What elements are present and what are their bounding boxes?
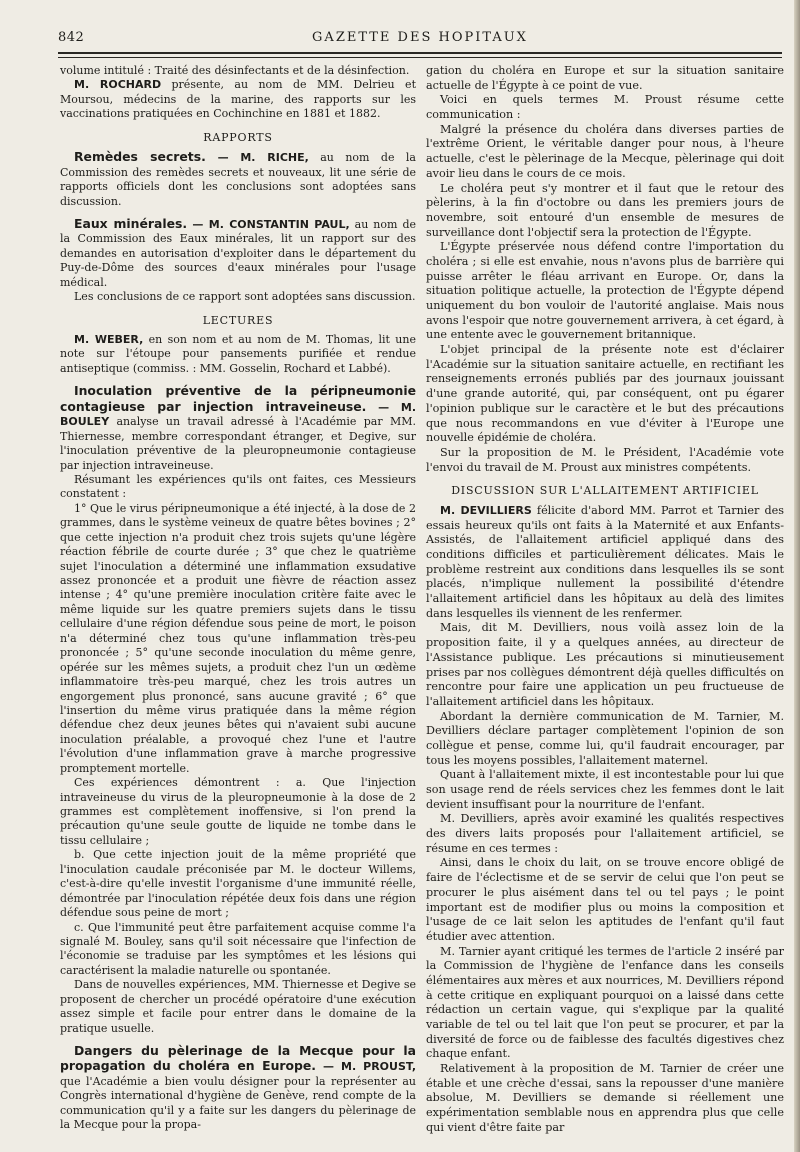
paragraph: L'Égypte préservée nous défend contre l'importation du choléra ; si elle est envahie, nous n'avons plus de barrière qui puisse arrêter le fléau arrivant en Europe. Or, dans la situation politique actuelle, la protection de l'Égypte dépend uniquement du bon vouloir de l'autorité anglaise. Mais nous avons l'espoir que notre gouvernement arrivera, à cet égard, à une entente avec le gouvernement britannique. xyxy=(426,240,784,342)
paragraph xyxy=(60,384,416,473)
paragraph-text: que l'Académie a bien voulu désigner pour la représenter au Congrès international d'hygiène de Genève, rend compte de la communication qu'il y a faite sur les dangers du pèlerinage de la Mecque pour la propa- xyxy=(60,1074,416,1132)
header-rule-thin xyxy=(58,57,782,58)
speaker-name: — M. PROUST, xyxy=(316,1060,416,1074)
paragraph: Ainsi, dans le choix du lait, on se trouve encore obligé de faire de l'éclectisme et de se servir de celui que l'on peut se procurer le plus aisément dans tel ou tel pays ; le point important est de modifier plus ou moins la composition et l'usage de ce lait selon les aptitudes de l'enfant qu'il faut étudier avec attention. xyxy=(426,856,784,943)
journal-title: GAZETTE DES HOPITAUX xyxy=(312,30,528,45)
page-number: 842 xyxy=(58,30,85,45)
section-heading-rapports: RAPPORTS xyxy=(203,130,273,144)
speaker-name: — M. BOULEY xyxy=(60,400,416,429)
page-edge-shadow xyxy=(794,0,800,1152)
paragraph-text: au nom de la Commission des Eaux minérales, lit un rapport sur des demandes en autorisation d'exploiter dans le département du Puy-de-Dôme des sources d'eaux minérales pour l'usage médical. xyxy=(60,217,417,289)
paragraph-text: présente, au nom de MM. Delrieu et Moursou, médecins de la marine, des rapports sur les vaccinations pratiquées en Cochinchine en 1881 et 1882. xyxy=(60,78,416,121)
paragraph: Les conclusions de ce rapport sont adoptées sans discussion. xyxy=(74,290,416,304)
speaker-name: M. DEVILLIERS xyxy=(440,503,532,517)
paragraph: L'objet principal de la présente note est d'éclairer l'Académie sur la situation sanitaire actuelle, en rectifiant les renseignements erronés publiés par des journaux jouissant d'une grande autorité, qui, par conséquent, ont pu égarer l'opinion publique sur le caractère et le but des précautions que nous recommandons en vue d'éviter à l'Europe une nouvelle épidémie de choléra. xyxy=(426,343,784,445)
paragraph: gation du choléra en Europe et sur la situation sanitaire actuelle de l'Égypte à ce point de vue. xyxy=(426,64,784,92)
paragraph xyxy=(60,333,416,376)
paragraph xyxy=(60,217,416,290)
section-heading-lectures: LECTURES xyxy=(202,313,274,327)
paragraph: M. Tarnier ayant critiqué les termes de l'article 2 inséré par la Commission de l'hygiène de l'enfance dans les conseils élémentaires aux mères et aux nourrices, M. Devilliers répond à cette critique en expliquant pourquoi on a laissé dans cette rédaction un certain vague, qui s'explique par la qualité variable de tel ou tel lait que l'on peut se procurer, et par la diversité de force ou de faiblesse des facultés digestives chez chaque enfant. xyxy=(426,944,784,1061)
paragraph: c. Que l'immunité peut être parfaitement acquise comme l'a signalé M. Bouley, sans qu'il soit nécessaire que l'infection de l'économie se traduise par les symptômes et les lésions qui caractérisent la maladie naturelle ou spontanée. xyxy=(60,920,416,977)
paragraph xyxy=(426,504,784,622)
paragraph xyxy=(60,150,416,209)
paragraph: Voici en quels termes M. Proust résume cette communication : xyxy=(426,93,784,122)
right-column xyxy=(426,64,784,1136)
paragraph: Abordant la dernière communication de M. Tarnier, M. Devilliers déclare partager complètement l'opinion de son collègue et pense, comme lui, qu'il faudrait encourager, par tous les moyens possibles, l'allaitement maternel. xyxy=(426,709,784,767)
paragraph: Relativement à la proposition de M. Tarnier de créer une étable et une crèche d'essai, sans la repousser d'une manière absolue, M. Devilliers se demande si réellement une expérimentation semblable nous en apprendra plus que celle qui vient d'être faite par xyxy=(426,1062,784,1134)
speaker-name: M. WEBER, xyxy=(74,333,144,346)
paragraph xyxy=(60,78,416,121)
paragraph: Malgré la présence du choléra dans diverses parties de l'extrême Orient, le véritable danger pour nous, à l'heure actuelle, c'est le pèlerinage de la Mecque, pèlerinage qui doit avoir lieu dans le cours de ce mois. xyxy=(426,122,784,180)
paragraph: b. Que cette injection jouit de la même propriété que l'inoculation caudale préconisée par M. le docteur Willems, c'est-à-dire qu'elle investit l'organisme d'une immunité réelle, démontrée par l'inoculation répétée deux fois dans une région défendue sous peine de mort ; xyxy=(60,848,416,920)
section-heading-discussion: DISCUSSION SUR L'ALLAITEMENT ARTIFICIEL xyxy=(451,484,759,498)
paragraph: M. Devilliers, après avoir examiné les qualités respectives des divers laits proposés pour l'allaitement artificiel, se résume en ces termes : xyxy=(426,812,784,855)
speaker-name: M. ROCHARD xyxy=(74,78,162,92)
paragraph-text: félicite d'abord MM. Parrot et Tarnier des essais heureux qu'ils ont faits à la Maternité et aux Enfants-Assistés, de l'allaitement artificiel appliqué dans des conditions difficiles et particulièrement délicates. Mais le problème restreint aux conditions dans lesquelles ils se sont placés, n'implique nullement la possibilité d'étendre l'allaitement artificiel dans les hôpitaux au delà des limites dans lesquelles ils viennent de les renfermer. xyxy=(426,503,784,620)
paragraph: Sur la proposition de M. le Président, l'Académie vote l'envoi du travail de M. Proust aux ministres compétents. xyxy=(426,445,784,474)
header-rule-thick xyxy=(58,52,782,54)
item-lead: Eaux minérales. xyxy=(74,215,188,231)
paragraph: 1° Que le virus péripneumonique a été injecté, à la dose de 2 grammes, dans le système veineux de quatre bêtes bovines ; 2° que cette injection n'a produit chez trois sujets qu'une légère réaction fébrile de courte durée ; 3° que chez le quatrième sujet l'inoculation a déterminé une inflammation exsudative assez prononcée et a produit une fièvre de réaction assez intense ; 4° qu'une première inoculation critère faite avec le même liquide sur les quatre premiers sujets dans le tissu cellulaire d'une région défendue sous peine de mort, le poison n'a déterminé chez tous qu'une inflammation très-peu prononcée ; 5° qu'une seconde inoculation du même genre, opérée sur les mêmes sujets, a produit chez l'un un œdème inflammatoire très-peu marqué, chez les trois autres un engorgement plus prononcé, sans aucune gravité ; 6° que l'insertion du même virus pratiquée dans la même région défendue chez deux jeunes bêtes qui n'avaient subi aucune inoculation préalable, a provoqué chez l'une et l'autre l'évolution d'une inflammation grave à marche progressive promptement mortelle. xyxy=(60,501,416,775)
paragraph: volume intitulé : Traité des désinfectants et de la désinfection. xyxy=(60,64,410,77)
paragraph-text: en son nom et au nom de M. Thomas, lit une note sur l'étoupe pour pansements purifiée et rendue antiseptique (commiss. : MM. Gosselin, Rochard et Labbé). xyxy=(60,333,416,375)
item-lead: Remèdes secrets. xyxy=(74,149,206,165)
running-header xyxy=(58,30,782,50)
left-column xyxy=(60,64,416,1133)
paragraph: Résumant les expériences qu'ils ont faites, ces Messieurs constatent : xyxy=(60,472,416,501)
paragraph: Quant à l'allaitement mixte, il est incontestable pour lui que son usage rend de réels services chez les femmes dont le lait devient insuffisant pour la nourriture de l'enfant. xyxy=(426,768,784,811)
paragraph xyxy=(60,1044,416,1133)
paragraph: Mais, dit M. Devilliers, nous voilà assez loin de la proposition faite, il y a quelques années, au directeur de l'Assistance publique. Les précautions si minutieusement prises par nos collègues démontrent déjà quelles difficultés on rencontre pour faire une application un peu fructueuse de l'allaitement artificiel dans les hôpitaux. xyxy=(426,621,784,708)
speaker-name: — M. CONSTANTIN PAUL, xyxy=(187,217,350,231)
paragraph: Le choléra peut s'y montrer et il faut que le retour des pèlerins, à la fin d'octobre ou dans les premiers jours de novembre, soit entouré d'un ensemble de mesures de surveillance dont l'objectif sera la protection de l'Égypte. xyxy=(426,181,784,239)
speaker-name: — M. RICHE, xyxy=(205,151,309,165)
item-lead: Inoculation préventive de la péripneumonie contagieuse par injection intraveineuse. xyxy=(60,383,416,414)
paragraph-text: au nom de la Commission des remèdes secrets et nouveaux, lit une série de rapports officiels dont les conclusions sont adoptées sans discussion. xyxy=(60,151,416,208)
paragraph: Dans de nouvelles expériences, MM. Thiernesse et Degive se proposent de chercher un procédé opératoire d'une exécution assez simple et facile pour entrer dans le domaine de la pratique usuelle. xyxy=(60,978,416,1035)
paragraph: Ces expériences démontrent : a. Que l'injection intraveineuse du virus de la pleuropneumonie à la dose de 2 grammes est complètement inoffensive, si l'on prend la précaution qu'une seule goutte de liquide ne tombe dans le tissu cellulaire ; xyxy=(60,776,416,847)
paragraph-text: analyse un travail adressé à l'Académie par MM. Thiernesse, membre correspondant étranger, et Degive, sur l'inoculation préventive de la pleuropneumonie contagieuse par injection intraveineuse. xyxy=(60,415,416,472)
item-lead: Dangers du pèlerinage de la Mecque pour la propagation du choléra en Europe. xyxy=(60,1043,416,1074)
